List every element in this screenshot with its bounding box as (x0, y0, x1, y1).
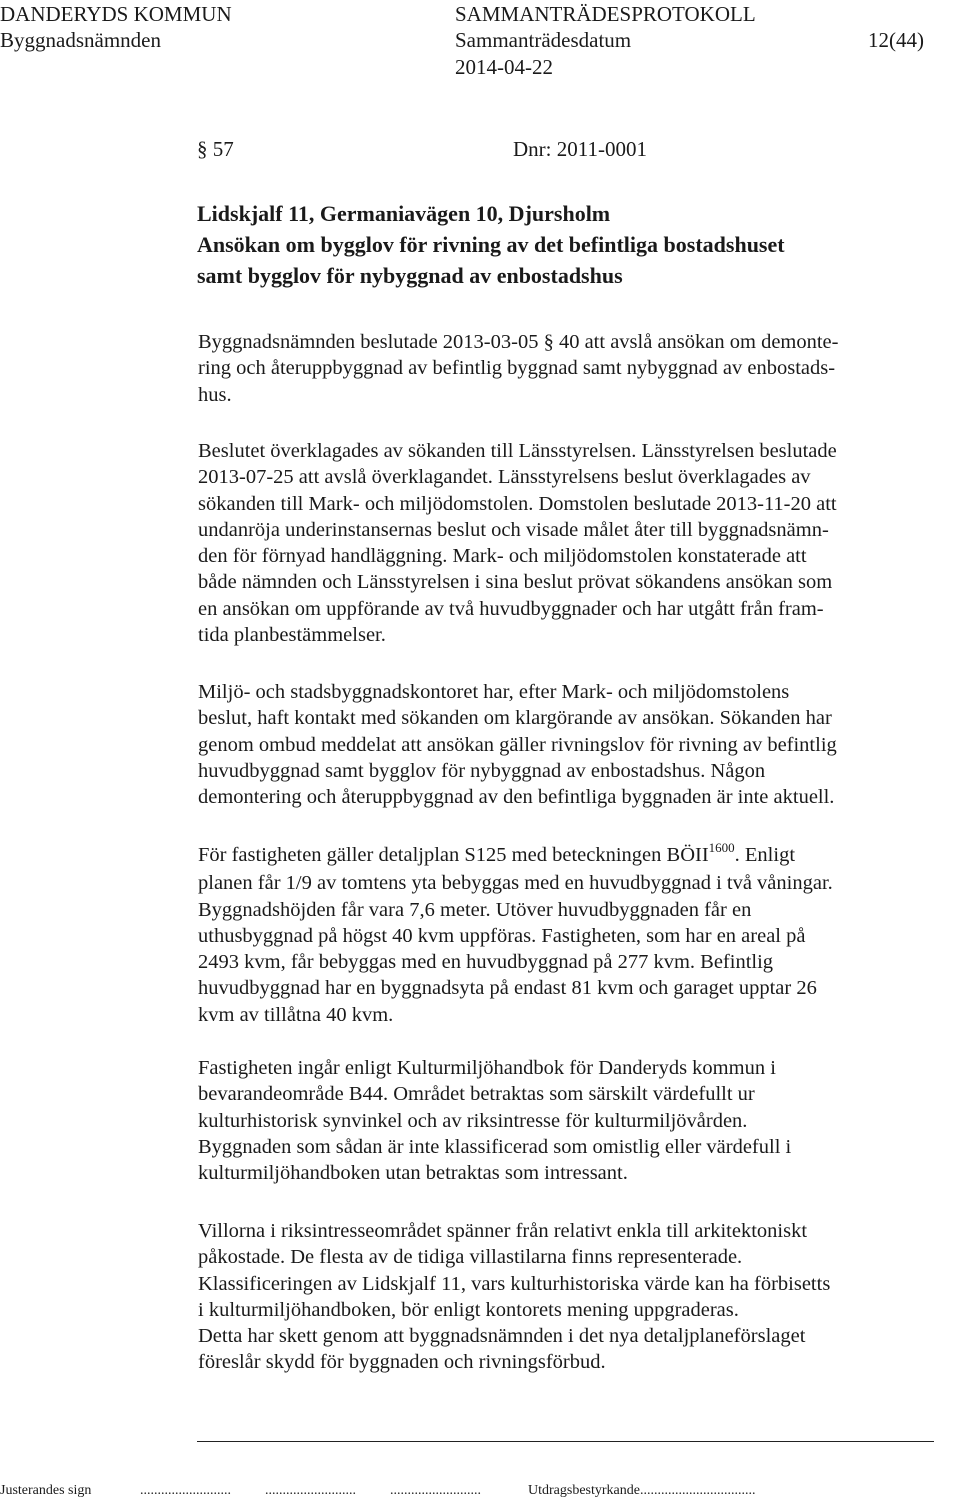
paragraph-3 (198, 679, 930, 810)
paragraph-number: § 57 (197, 137, 234, 161)
text-line: bevarandeområde B44. Området betraktas som särskilt värdefullt ur (198, 1083, 755, 1106)
text-line: en ansökan om uppförande av två huvudbyggnader och har utgått från fram- (198, 597, 824, 620)
text-line: Beslutet överklagades av sökanden till Länsstyrelsen. Länsstyrelsen beslutade (198, 440, 837, 462)
committee-name: Byggnadsnämnden (0, 28, 161, 52)
text-line: tida planbestämmelser. (198, 624, 386, 647)
title-line: samt bygglov för nybyggnad av enbostadshus (197, 263, 623, 288)
plan-superscript: 1600 (708, 840, 735, 855)
meeting-date: 2014-04-22 (455, 55, 553, 79)
case-title (197, 198, 785, 291)
text-line: Klassificeringen av Lidskjalf 11, vars kulturhistoriska värde kan ha förbisetts (198, 1272, 831, 1295)
page-number: 12(44) (868, 28, 924, 52)
text-line: Detta har skett genom att byggnadsnämnden i det nya detaljplaneförslaget (198, 1325, 806, 1348)
text-line: både nämnden och Länsstyrelsen i sina beslut prövat sökandens ansökan som (198, 571, 833, 594)
text-line: sökanden till Mark- och miljödomstolen. Domstolen beslutade 2013-11-20 att (198, 492, 837, 515)
footer-divider (197, 1441, 934, 1442)
paragraph-1 (198, 329, 930, 408)
text-line: hus. (198, 383, 232, 406)
text-line: kulturmiljöhandboken utan betraktas som intressant. (198, 1162, 628, 1185)
text-line: kvm av tillåtna 40 kvm. (198, 1003, 394, 1026)
text-line: planen får 1/9 av tomtens yta bebyggas med en huvudbyggnad i två våningar. (198, 872, 833, 895)
sign-line-3: .......................... (390, 1483, 481, 1498)
text-line: genom ombud meddelat att ansökan gäller rivningslov för rivning av befintlig (198, 733, 837, 756)
text-line: 2493 kvm, får bebyggas med en huvudbyggnad på 277 kvm. Befintlig (198, 951, 774, 974)
text-line: ring och återuppbyggnad av befintlig byggnad samt nybyggnad av enbostads- (198, 357, 836, 380)
paragraph-5 (198, 1055, 930, 1186)
org-name: DANDERYDS KOMMUN (0, 2, 232, 26)
paragraph-6 (198, 1218, 930, 1376)
text-line (198, 842, 930, 870)
title-line: Ansökan om bygglov för rivning av det befintliga bostadshuset (197, 232, 785, 257)
text-line: påkostade. De flesta av de tidiga villastilarna finns representerade. (198, 1246, 743, 1269)
text-line: uthusbyggnad på högst 40 kvm uppföras. Fastigheten, som har en areal på (198, 924, 806, 947)
sign-line-2: .......................... (265, 1483, 356, 1498)
text-line: kulturhistorisk synvinkel och av riksintresse för kulturmiljövården. (198, 1109, 748, 1132)
text-line: i kulturmiljöhandboken, bör enligt kontorets mening uppgraderas. (198, 1298, 739, 1321)
title-line: Lidskjalf 11, Germaniavägen 10, Djursholm (197, 201, 611, 226)
text-line: Byggnaden som sådan är inte klassificerad som omistlig eller värdefull i (198, 1135, 792, 1158)
text-line: Byggnadshöjden får vara 7,6 meter. Utöver huvudbyggnaden får en (198, 898, 752, 921)
text-line: beslut, haft kontakt med sökanden om klargörande av ansökan. Sökanden har (198, 707, 832, 730)
sign-line-1: .......................... (140, 1483, 231, 1498)
extract-certification: Utdragsbestyrkande................................. (528, 1483, 756, 1498)
plan-text: För fastigheten gäller detaljplan S125 med beteckningen BÖII (198, 844, 709, 866)
date-label: Sammanträdesdatum (455, 28, 632, 52)
text-line: 2013-07-25 att avslå överklagandet. Länsstyrelsens beslut överklagades av (198, 466, 811, 489)
paragraph-4 (198, 842, 930, 1028)
text-line: huvudbyggnad har en byggnadsyta på endast 81 kvm och garaget upptar 26 (198, 977, 817, 1000)
text-line: demontering och återuppbyggnad av den befintliga byggnaden är inte aktuell. (198, 786, 835, 809)
text-line: Byggnadsnämnden beslutade 2013-03-05 § 40 att avslå ansökan om demonte- (198, 331, 839, 353)
text-line: Fastigheten ingår enligt Kulturmiljöhandbok för Danderyds kommun i (198, 1057, 776, 1079)
diary-number: Dnr: 2011-0001 (513, 137, 647, 161)
text-line: föreslår skydd för byggnaden och rivningsförbud. (198, 1351, 606, 1374)
sign-label: Justerandes sign (0, 1483, 92, 1498)
paragraph-2 (198, 438, 930, 648)
text-line: undanröja underinstansernas beslut och visade målet åter till byggnadsnämn- (198, 518, 829, 541)
plan-text-end: . Enligt (734, 844, 796, 866)
text-line: huvudbyggnad samt bygglov för nybyggnad av enbostadshus. Någon (198, 759, 766, 782)
doc-type: SAMMANTRÄDESPROTOKOLL (455, 2, 756, 26)
text-line: den för förnyad handläggning. Mark- och miljödomstolen konstaterade att (198, 545, 807, 568)
text-line: Miljö- och stadsbyggnadskontoret har, efter Mark- och miljödomstolens (198, 681, 790, 703)
text-line: Villorna i riksintresseområdet spänner från relativt enkla till arkitektoniskt (198, 1220, 808, 1242)
